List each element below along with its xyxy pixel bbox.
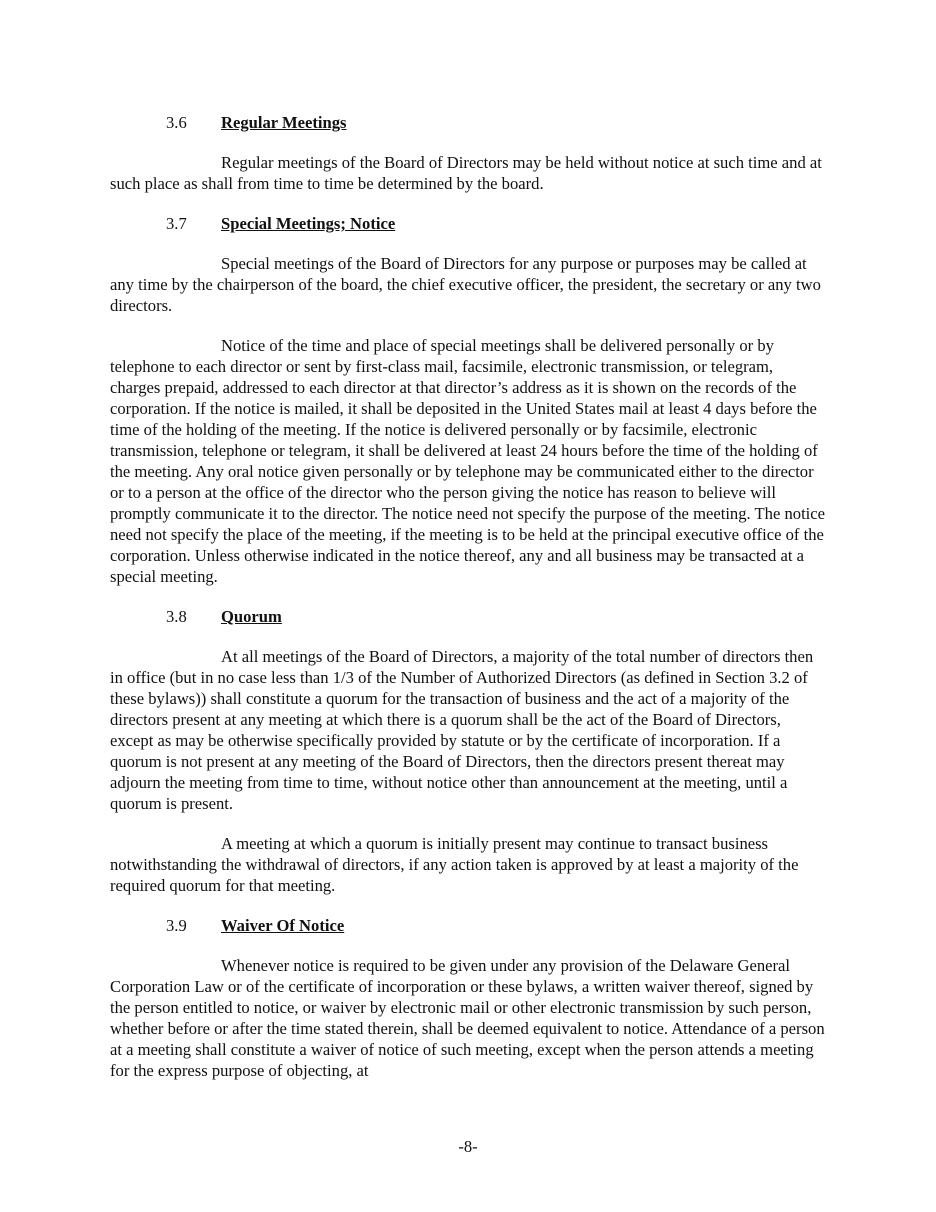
- section-heading-3-6: [110, 112, 826, 133]
- page-number: -8-: [458, 1137, 478, 1156]
- paragraph: Notice of the time and place of special meetings shall be delivered personally or by telephone to each director or sent by first-class mail, facsimile, electronic transmission, or telegram, charges prepaid, addressed to each director at that director’s address as it is shown on the records of the corporation. If the notice is mailed, it shall be deposited in the United States mail at least 4 days before the time of the holding of the meeting. If the notice is delivered personally or by facsimile, electronic transmission, telephone or telegram, it shall be delivered at least 24 hours before the time of the holding of the meeting. Any oral notice given personally or by telephone may be communicated either to the director or to a person at the office of the director who the person giving the notice has reason to believe will promptly communicate it to the director. The notice need not specify the purpose of the meeting. The notice need not specify the place of the meeting, if the meeting is to be held at the principal executive office of the corporation. Unless otherwise indicated in the notice thereof, any and all business may be transacted at a special meeting.: [110, 336, 826, 586]
- section-title: Quorum: [221, 607, 282, 626]
- section-heading-3-7: [110, 213, 826, 234]
- document-body: [110, 112, 826, 1100]
- paragraph: A meeting at which a quorum is initially present may continue to transact business notwithstanding the withdrawal of directors, if any action taken is approved by at least a majority of the required quorum for that meeting.: [110, 834, 799, 895]
- section-title: Waiver Of Notice: [221, 916, 345, 935]
- section-number: 3.9: [166, 916, 187, 935]
- paragraph: Whenever notice is required to be given under any provision of the Delaware General Corporation Law or of the certificate of incorporation or these bylaws, a written waiver thereof, signed by the person entitled to notice, or waiver by electronic mail or other electronic transmission by such person, whether before or after the time stated therein, shall be deemed equivalent to notice. Attendance of a person at a meeting shall constitute a waiver of notice of such meeting, except when the person attends a meeting for the express purpose of objecting, at: [110, 956, 825, 1080]
- section-heading-3-8: [110, 606, 826, 627]
- section-number: 3.6: [166, 113, 187, 132]
- section-title: Special Meetings; Notice: [221, 214, 396, 233]
- section-number: 3.8: [166, 607, 187, 626]
- paragraph: Special meetings of the Board of Directors for any purpose or purposes may be called at any time by the chairperson of the board, the chief executive officer, the president, the secretary or any two directors.: [110, 254, 821, 315]
- paragraph: Regular meetings of the Board of Directors may be held without notice at such time and at such place as shall from time to time be determined by the board.: [110, 153, 822, 193]
- section-heading-3-9: [110, 915, 826, 936]
- paragraph: At all meetings of the Board of Directors, a majority of the total number of directors then in office (but in no case less than 1/3 of the Number of Authorized Directors (as defined in Section 3.2 of these bylaws)) shall constitute a quorum for the transaction of business and the act of a majority of the directors present at any meeting at which there is a quorum shall be the act of the Board of Directors, except as may be otherwise specifically provided by statute or by the certificate of incorporation. If a quorum is not present at any meeting of the Board of Directors, then the directors present thereat may adjourn the meeting from time to time, without notice other than announcement at the meeting, until a quorum is present.: [110, 647, 814, 813]
- section-number: 3.7: [166, 214, 187, 233]
- section-title: Regular Meetings: [221, 113, 347, 132]
